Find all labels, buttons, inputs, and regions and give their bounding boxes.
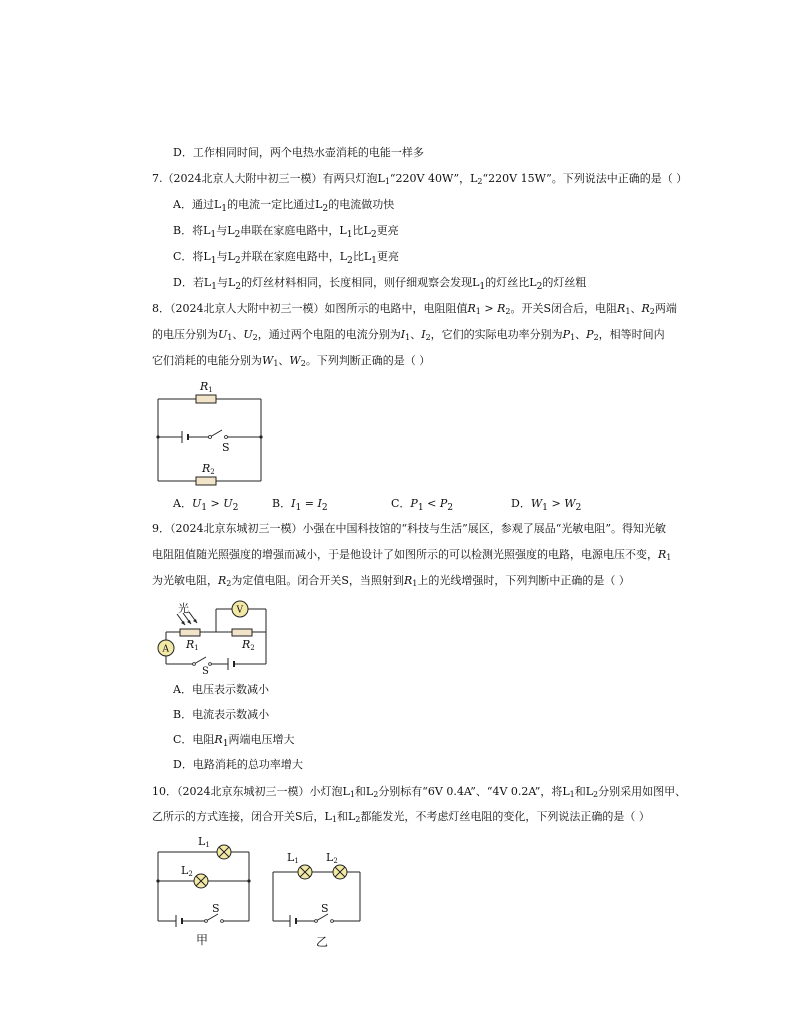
q6-option-d: D．工作相同时间，两个电热水壶消耗的电能一样多 [173,146,424,159]
q7-stem: 7.（2024北京人大附中初三一模）有两只灯泡$L_1“220V$ 40W”，$L_2“220V$ 15W”。下列说法中正确的是（ ） [152,172,688,186]
resistor-r2 [196,477,216,485]
voltmeter-label: V [236,605,243,616]
label-light: 光 [178,602,189,615]
q9-option-d: D．电路消耗的总功率增大 [173,758,303,771]
ammeter-label: A [162,644,169,655]
switch-pivot [209,436,212,439]
q8-option-a: A．$U_1 > U_2$ [173,497,239,514]
label-r2: R2 [202,462,215,476]
label-r1: R1 [186,638,199,652]
label-r1: R1 [200,380,213,394]
switch-pivot [193,663,196,666]
q9-circuit-diagram [150,598,270,674]
switch-contact [209,663,212,666]
label-l1: L1 [198,835,210,849]
switch-pivot [315,920,318,923]
switch-contact [225,436,228,439]
q7-source: 7.（2024北京人大附中初三一模） [152,172,323,185]
q8-line-1: 8．（2024北京人大附中初三一模）如图所示的电路中，电阻阻值$R_1 > R_2$。开关S闭合后，电阻$R_1$、$R_2$两端 [152,302,677,316]
label-switch: S [321,902,329,915]
q7-option-c: C．将$L_1$与$L_2$并联在家庭电路中，$L_2$比$L_1$更亮 [173,250,399,267]
q8-line-3: 它们消耗的电能分别为$W_1$、$W_2$。下列判断正确的是（ ） [152,354,431,368]
q7-option-d: D．若$L_1$与$L_2$的灯丝材料相同，长度相同，则仔细观察会发现$L_1$的灯丝比$L_2$的灯丝粗 [173,276,587,293]
resistor-r1 [196,395,216,403]
label-l2: L2 [326,851,338,865]
switch-contact [331,920,334,923]
bulb-l2 [333,865,347,879]
junction-dot [156,435,159,438]
q10-line-2: 乙所示的方式连接，闭合开关S后，$L_1$和$L_2$都能发光，不考虑灯丝电阻的变化，下列说法正确的是（ ） [152,810,650,824]
label-switch: S [222,441,230,454]
junction-dot [156,879,159,882]
bulb-l1 [217,845,231,859]
switch-contact [221,920,224,923]
q9-line-1: 9．（2024北京东城初三一模）小强在中国科技馆的“科技与生活”展区，参观了展品“光敏电阻”。得知光敏 [152,522,666,535]
bulb-l2 [194,874,208,888]
junction-dot [247,879,250,882]
q9-option-c: C．电阻$R_1$两端电压增大 [173,733,295,750]
label-r2: R2 [242,638,255,652]
q10-circuit-yi [268,828,368,948]
q10-circuit-jia [150,828,260,948]
label-jia: 甲 [196,933,209,947]
q8-option-d: D．$W_1 > W_2$ [511,497,582,514]
q7-option-a: A．通过$L_1$的电流一定比通过$L_2$的电流做功快 [173,198,395,215]
label-switch: S [212,902,220,915]
q9-line-2: 电阻阻值随光照强度的增强而减小，于是他设计了如图所示的可以检测光照强度的电路，电源电压不变，$R_1$ [152,548,672,562]
junction-dot [259,435,262,438]
q9-option-a: A．电压表示数减小 [173,683,269,696]
q8-option-b: B．$I_1 = I_2$ [272,497,328,514]
label-l1: L1 [287,851,299,865]
label-l2: L2 [181,864,193,878]
q9-line-3: 为光敏电阻，$R_2$为定值电阻。闭合开关S，当照射到$R_1$上的光线增强时，下列判断中正确的是（ ） [152,574,630,588]
resistor-r2 [232,629,252,636]
q8-option-c: C．$P_1 < P_2$ [391,497,454,514]
q7-option-b: B．将$L_1$与$L_2$串联在家庭电路中，$L_1$比$L_2$更亮 [173,224,399,241]
photoresistor-r1 [180,629,200,636]
q8-circuit-diagram [150,375,270,493]
label-switch: S [202,666,209,674]
q10-line-1: 10．（2024北京东城初三一模）小灯泡$L_1$和$L_2$分别标有“6V 0.4A”、“4V 0.2A”，将$L_1$和$L_2$分别采用如图甲、 [152,785,687,799]
switch-pivot [205,920,208,923]
q9-option-b: B．电流表示数减小 [173,708,270,721]
label-yi: 乙 [316,935,329,948]
q8-line-2: 的电压分别为$U_1$、$U_2$，通过两个电阻的电流分别为$I_1$、$I_2$，它们的实际电功率分别为$P_1$、$P_2$，相等时间内 [152,328,665,342]
bulb-l1 [298,865,312,879]
